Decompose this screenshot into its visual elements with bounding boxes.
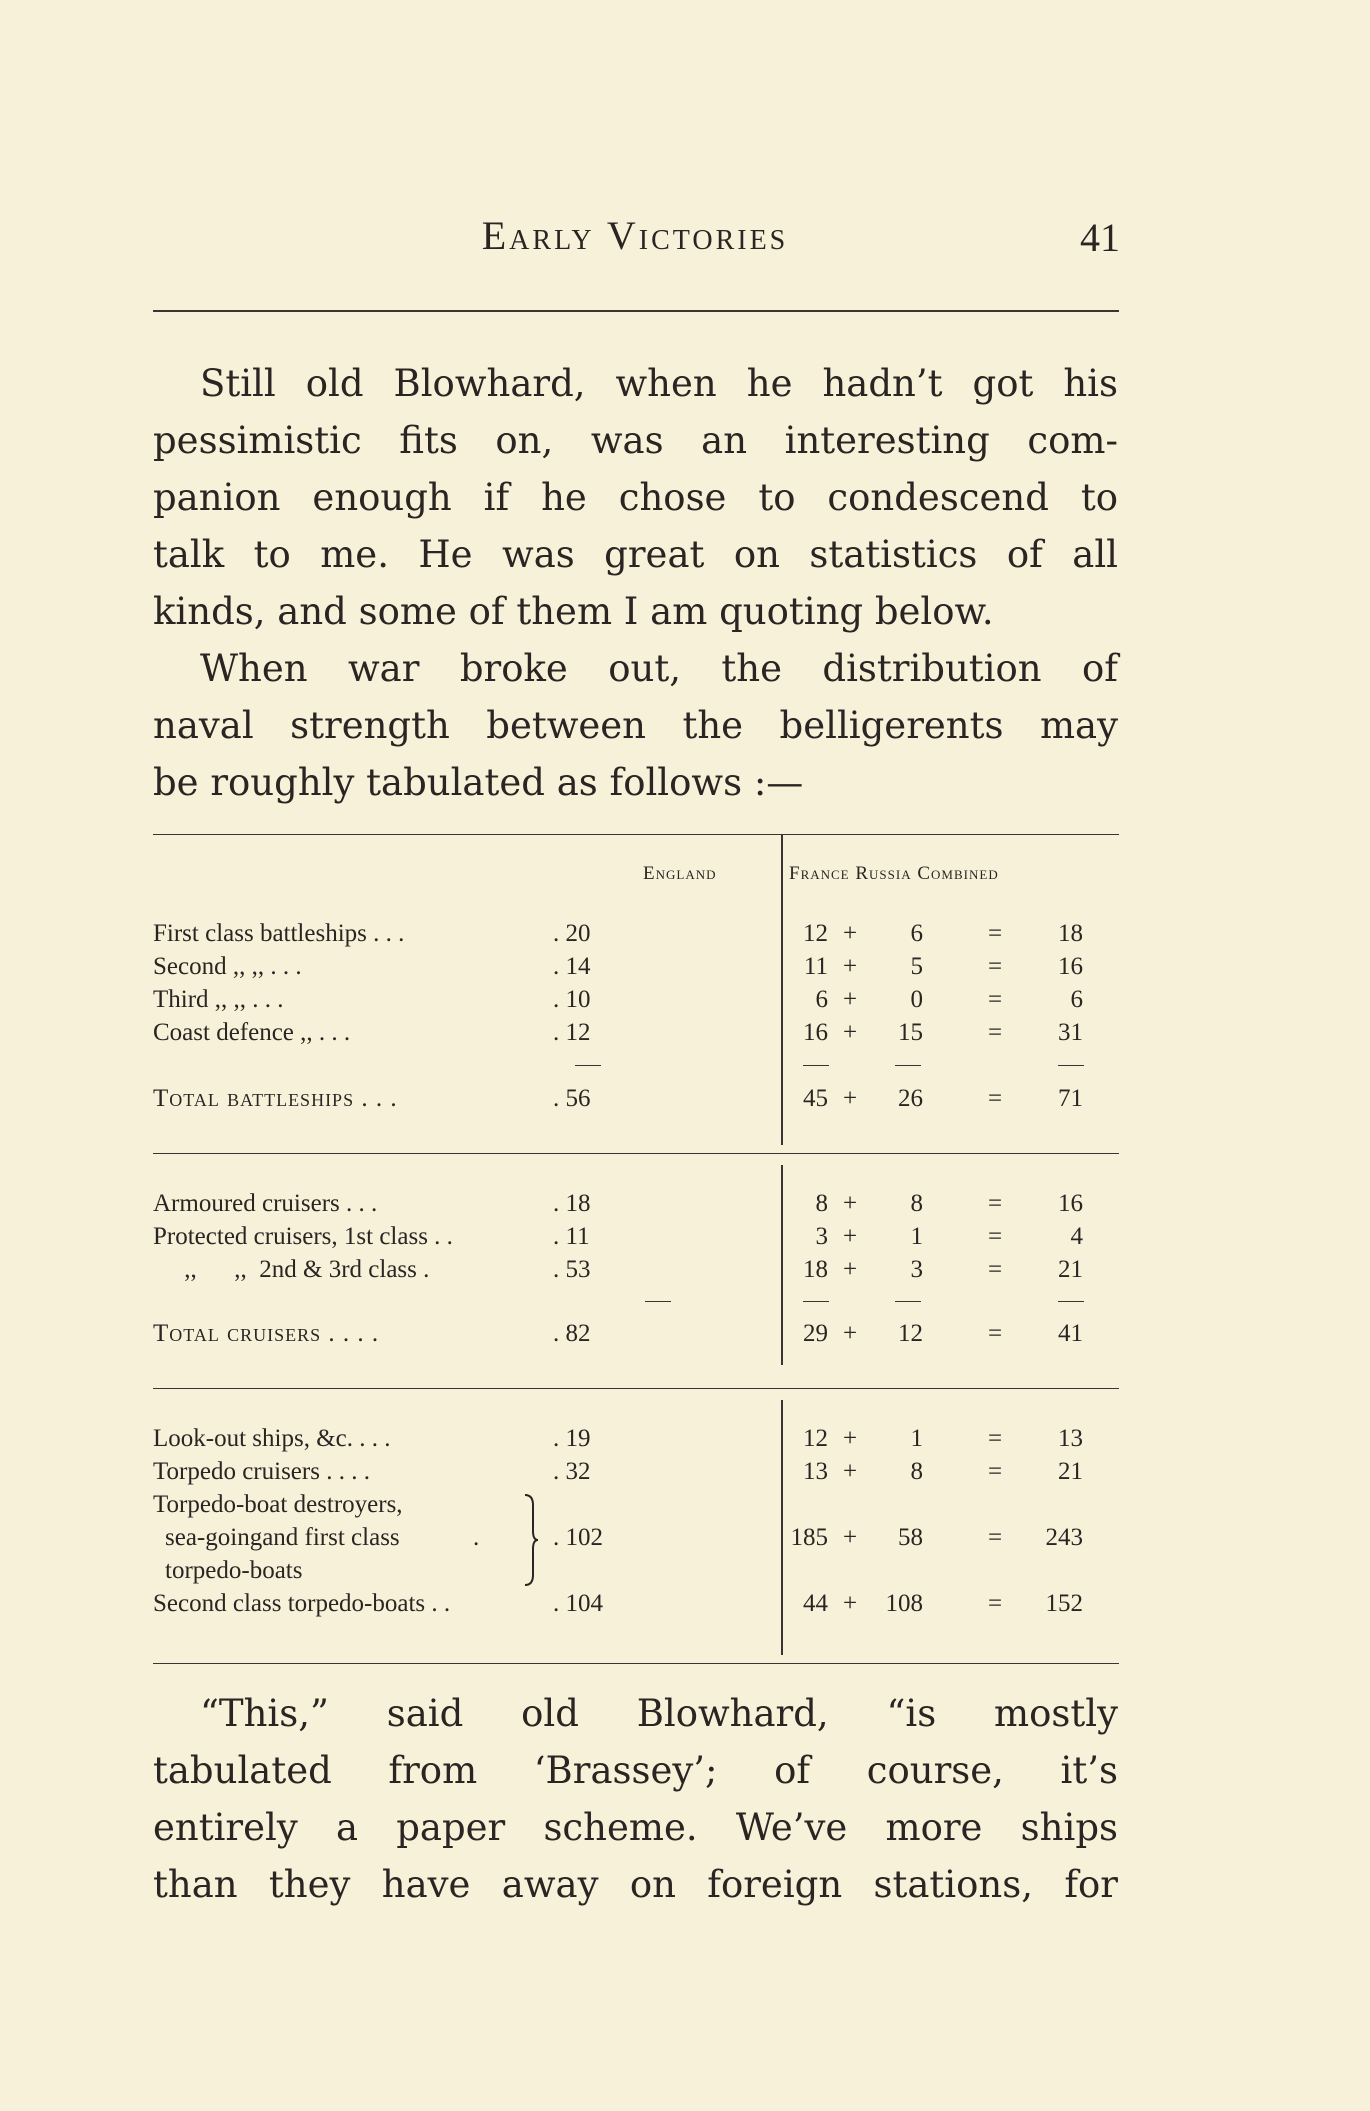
naval-strength-table xyxy=(153,835,1119,1665)
equals-sign: = xyxy=(988,1256,1003,1283)
combined-value: 6 xyxy=(1070,986,1083,1013)
combined-value: 21 xyxy=(1058,1256,1083,1283)
plus-sign: + xyxy=(843,1223,858,1250)
equals-sign: = xyxy=(988,1223,1003,1250)
text-line: talk to me. He was great on statistics of all xyxy=(153,533,1118,576)
sum-dash xyxy=(803,1301,829,1302)
plus-sign: + xyxy=(843,1190,858,1217)
plus-sign: + xyxy=(843,1458,858,1485)
equals-sign: = xyxy=(988,1524,1003,1551)
russia-value: 0 xyxy=(910,986,923,1013)
england-value: . 18 xyxy=(553,1190,591,1217)
row-label: torpedo-boats xyxy=(165,1557,303,1584)
text-line: naval strength between the belligerents may xyxy=(153,704,1118,747)
table-row-destroyers-line3 xyxy=(153,1557,1119,1590)
france-value: 185 xyxy=(790,1524,828,1551)
row-label: Total cruisers . . . . xyxy=(153,1320,380,1347)
row-label: ,, ,, 2nd & 3rd class . xyxy=(153,1256,430,1283)
france-value: 6 xyxy=(815,986,828,1013)
combined-value: 243 xyxy=(1045,1524,1083,1551)
england-value: . 82 xyxy=(553,1320,591,1347)
russia-value: 8 xyxy=(910,1190,923,1217)
chapter-title: Early Victories xyxy=(481,213,789,258)
row-label: Torpedo cruisers . . . . xyxy=(153,1458,370,1485)
combined-value: 152 xyxy=(1045,1590,1083,1617)
plus-sign: + xyxy=(843,1524,858,1551)
table-row xyxy=(153,953,1119,986)
russia-value: 108 xyxy=(885,1590,923,1617)
table-row xyxy=(153,1256,1119,1289)
row-label: Second ,, ,, . . . xyxy=(153,953,302,980)
text-line: “This,” said old Blowhard, “is mostly xyxy=(200,1692,1118,1735)
combined-value: 16 xyxy=(1058,953,1083,980)
row-label: Total battleships . . . xyxy=(153,1085,398,1112)
combined-value: 31 xyxy=(1058,1019,1083,1046)
france-value: 12 xyxy=(803,1425,828,1452)
russia-value: 8 xyxy=(910,1458,923,1485)
row-label: Protected cruisers, 1st class . . xyxy=(153,1223,453,1250)
equals-sign: = xyxy=(988,920,1003,947)
france-value: 16 xyxy=(803,1019,828,1046)
header-rule xyxy=(153,310,1119,312)
france-value: 11 xyxy=(803,953,828,980)
table-row xyxy=(153,1458,1119,1491)
equals-sign: = xyxy=(988,1425,1003,1452)
running-head xyxy=(150,212,1120,272)
page-number: 41 xyxy=(1080,215,1120,260)
plus-sign: + xyxy=(843,953,858,980)
leader-dot: . xyxy=(473,1524,480,1551)
table-row xyxy=(153,1590,1119,1623)
sum-dash xyxy=(895,1065,921,1066)
sum-dash xyxy=(575,1065,601,1066)
france-value: 3 xyxy=(815,1223,828,1250)
france-value: 8 xyxy=(815,1190,828,1217)
equals-sign: = xyxy=(988,953,1003,980)
sum-dash xyxy=(645,1301,671,1302)
combined-value: 4 xyxy=(1070,1223,1083,1250)
plus-sign: + xyxy=(843,1320,858,1347)
table-row xyxy=(153,1019,1119,1052)
sum-dash xyxy=(1058,1065,1084,1066)
section-rule xyxy=(153,1388,1119,1389)
row-label: Second class torpedo-boats . . xyxy=(153,1590,451,1617)
text-line: When war broke out, the distribution of xyxy=(200,647,1118,690)
row-label: First class battleships . . . xyxy=(153,920,405,947)
plus-sign: + xyxy=(843,1590,858,1617)
text-line: tabulated from ‘Brassey’; of course, it’s xyxy=(153,1749,1118,1792)
sum-dash xyxy=(895,1301,921,1302)
text-line: panion enough if he chose to condescend to xyxy=(153,476,1118,519)
table-row xyxy=(153,1223,1119,1256)
row-label: Third ,, ,, . . . xyxy=(153,986,284,1013)
row-label: sea-goingand first class xyxy=(165,1524,400,1551)
equals-sign: = xyxy=(988,1190,1003,1217)
england-value: . 12 xyxy=(553,1019,591,1046)
combined-value: 71 xyxy=(1058,1085,1083,1112)
plus-sign: + xyxy=(843,1085,858,1112)
sum-dash xyxy=(1058,1301,1084,1302)
table-total-row xyxy=(153,1320,1119,1353)
combined-value: 18 xyxy=(1058,920,1083,947)
table-row xyxy=(153,1425,1119,1458)
equals-sign: = xyxy=(988,1320,1003,1347)
russia-value: 1 xyxy=(910,1425,923,1452)
table-row xyxy=(153,986,1119,1019)
section-rule xyxy=(153,1153,1119,1154)
plus-sign: + xyxy=(843,1256,858,1283)
france-value: 13 xyxy=(803,1458,828,1485)
row-label: Armoured cruisers . . . xyxy=(153,1190,378,1217)
row-label: Coast defence ,, . . . xyxy=(153,1019,351,1046)
combined-value: 21 xyxy=(1058,1458,1083,1485)
england-value: . 19 xyxy=(553,1425,591,1452)
combined-value: 13 xyxy=(1058,1425,1083,1452)
text-line: entirely a paper scheme. We’ve more ships xyxy=(153,1806,1118,1849)
equals-sign: = xyxy=(988,1590,1003,1617)
header-england: England xyxy=(643,863,717,884)
text-line: Still old Blowhard, when he hadn’t got his xyxy=(200,362,1118,405)
equals-sign: = xyxy=(988,1085,1003,1112)
plus-sign: + xyxy=(843,1425,858,1452)
plus-sign: + xyxy=(843,986,858,1013)
sum-dash xyxy=(803,1065,829,1066)
table-bottom-rule xyxy=(153,1663,1119,1664)
table-row-destroyers-line1 xyxy=(153,1491,1119,1524)
russia-value: 26 xyxy=(898,1085,923,1112)
england-value: . 32 xyxy=(553,1458,591,1485)
england-value: . 20 xyxy=(553,920,591,947)
table-total-row xyxy=(153,1085,1119,1118)
combined-value: 16 xyxy=(1058,1190,1083,1217)
russia-value: 1 xyxy=(910,1223,923,1250)
russia-value: 6 xyxy=(910,920,923,947)
row-label: Look-out ships, &c. . . . xyxy=(153,1425,391,1452)
table-row xyxy=(153,920,1119,953)
outro-paragraph xyxy=(153,1685,1118,1913)
text-line: kinds, and some of them I am quoting below. xyxy=(153,590,994,633)
france-value: 45 xyxy=(803,1085,828,1112)
table-row-destroyers xyxy=(153,1524,1119,1557)
plus-sign: + xyxy=(843,920,858,947)
russia-value: 15 xyxy=(898,1019,923,1046)
russia-value: 58 xyxy=(898,1524,923,1551)
text-line: be roughly tabulated as follows :— xyxy=(153,761,804,804)
england-value: . 104 xyxy=(553,1590,603,1617)
row-label: Torpedo-boat destroyers, xyxy=(153,1491,403,1518)
france-value: 18 xyxy=(803,1256,828,1283)
header-france-russia-combined: France Russia Combined xyxy=(789,863,999,884)
france-value: 44 xyxy=(803,1590,828,1617)
combined-value: 41 xyxy=(1058,1320,1083,1347)
england-value: . 56 xyxy=(553,1085,591,1112)
england-value: . 53 xyxy=(553,1256,591,1283)
table-row xyxy=(153,1190,1119,1223)
plus-sign: + xyxy=(843,1019,858,1046)
england-value: . 10 xyxy=(553,986,591,1013)
england-value: . 14 xyxy=(553,953,591,980)
russia-value: 3 xyxy=(910,1256,923,1283)
england-value: . 102 xyxy=(553,1524,603,1551)
russia-value: 12 xyxy=(898,1320,923,1347)
equals-sign: = xyxy=(988,986,1003,1013)
equals-sign: = xyxy=(988,1458,1003,1485)
france-value: 12 xyxy=(803,920,828,947)
equals-sign: = xyxy=(988,1019,1003,1046)
russia-value: 5 xyxy=(910,953,923,980)
text-line: pessimistic fits on, was an interesting com- xyxy=(153,419,1118,462)
england-value: . 11 xyxy=(553,1223,590,1250)
brace-icon xyxy=(523,1493,539,1587)
intro-paragraph xyxy=(153,355,1118,811)
text-line: than they have away on foreign stations, for xyxy=(153,1863,1118,1906)
france-value: 29 xyxy=(803,1320,828,1347)
